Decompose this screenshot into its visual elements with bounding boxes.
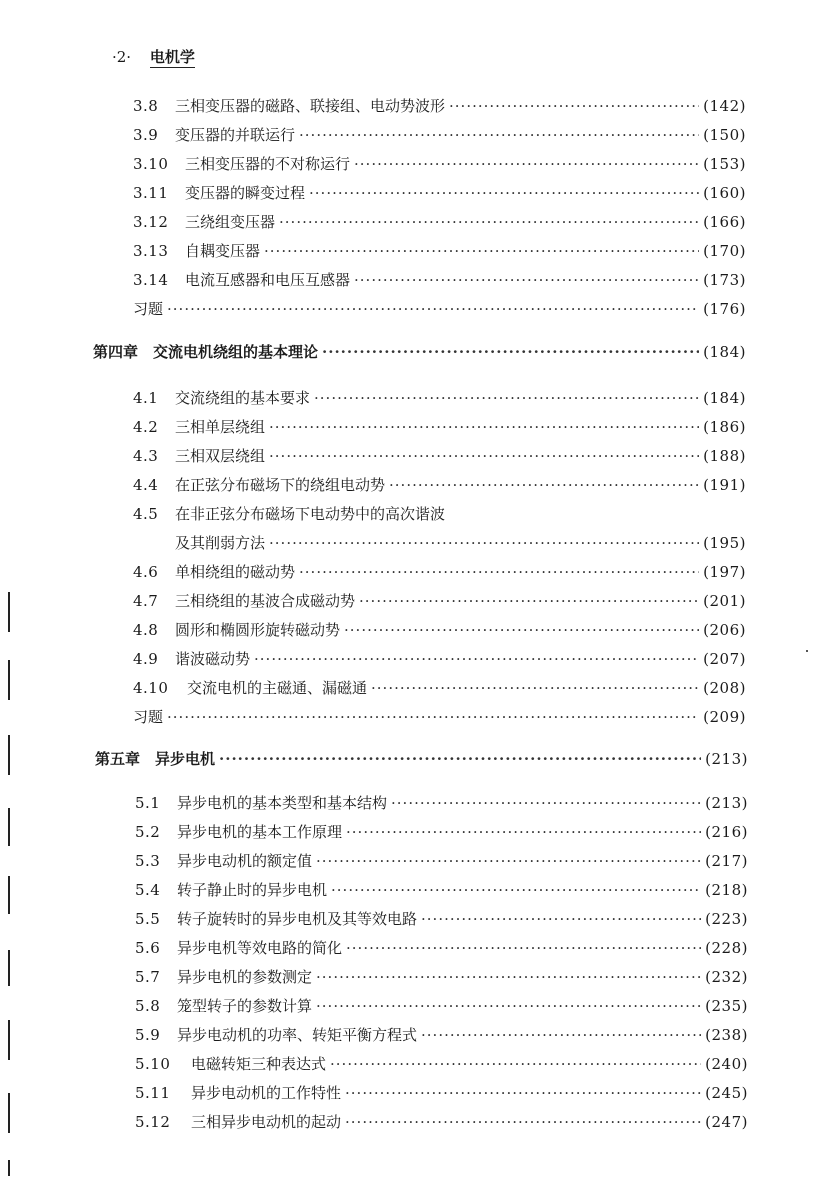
toc-entry (133, 182, 746, 204)
scan-binding-mark (8, 876, 10, 914)
section-title: 异步电机等效电路的简化 (177, 939, 343, 957)
section-title-line2: 及其削弱方法 (175, 534, 266, 552)
scan-binding-mark (8, 592, 10, 632)
page-ref: (176) (703, 300, 746, 318)
page-ref: (191) (703, 476, 746, 494)
toc-entry (133, 387, 746, 409)
section-number: 4.2 (133, 418, 159, 436)
chapter-title: 第五章 异步电机 (95, 750, 216, 768)
toc-entry (135, 850, 748, 872)
section-title: 自耦变压器 (185, 242, 261, 260)
scan-binding-mark (8, 1093, 10, 1133)
page-header (112, 46, 195, 67)
leader-dots (354, 153, 699, 175)
section-title: 异步电动机的功率、转矩平衡方程式 (177, 1026, 418, 1044)
leader-dots (359, 590, 699, 612)
section-number: 3.10 (133, 155, 169, 173)
toc-entry (133, 648, 746, 670)
page-number: ·2· (112, 48, 132, 66)
toc-entry (135, 1053, 748, 1075)
page-ref: (142) (703, 97, 746, 115)
scan-binding-mark (8, 1020, 10, 1060)
section-title: 变压器的瞬变过程 (185, 184, 306, 202)
leader-dots (354, 269, 699, 291)
page-ref: (218) (705, 881, 748, 899)
leader-dots (421, 1024, 701, 1046)
toc-entry (135, 1111, 748, 1133)
toc-entry (133, 619, 746, 641)
page-ref: (166) (703, 213, 746, 231)
section-number: 4.8 (133, 621, 159, 639)
leader-dots (279, 211, 699, 233)
leader-dots (269, 416, 699, 438)
leader-dots (314, 387, 699, 409)
page-ref: (213) (705, 794, 748, 812)
leader-dots (219, 748, 701, 770)
section-number: 3.13 (133, 242, 169, 260)
toc-entry (133, 211, 746, 233)
section-title: 异步电机的参数测定 (177, 968, 313, 986)
section-title: 习题 (133, 708, 164, 726)
toc-chapter (95, 748, 748, 770)
toc-entry (133, 124, 746, 146)
toc-entry (133, 416, 746, 438)
toc-entry (133, 269, 746, 291)
page-ref: (216) (705, 823, 748, 841)
page-ref: (160) (703, 184, 746, 202)
section-title: 三相单层绕组 (175, 418, 266, 436)
section-title: 异步电机的基本类型和基本结构 (177, 794, 388, 812)
toc-entry (135, 966, 748, 988)
leader-dots (309, 182, 699, 204)
section-number: 5.2 (135, 823, 161, 841)
toc-entry (135, 1024, 748, 1046)
section-number: 4.9 (133, 650, 159, 668)
page-ref: (207) (703, 650, 746, 668)
chapter-title: 第四章 交流电机绕组的基本理论 (93, 343, 319, 361)
leader-dots (316, 850, 701, 872)
toc-entry (133, 240, 746, 262)
section-number: 5.10 (135, 1055, 171, 1073)
leader-dots (167, 706, 699, 728)
leader-dots (299, 561, 699, 583)
leader-dots (371, 677, 699, 699)
page-ref: (228) (705, 939, 748, 957)
scan-binding-mark (8, 808, 10, 846)
section-number: 5.3 (135, 852, 161, 870)
toc-entry (135, 879, 748, 901)
section-number: 3.11 (133, 184, 169, 202)
page-ref: (184) (703, 343, 746, 361)
page-ref: (206) (703, 621, 746, 639)
toc-entry (133, 445, 746, 467)
section-title: 在正弦分布磁场下的绕组电动势 (175, 476, 386, 494)
page-ref: (232) (705, 968, 748, 986)
section-title: 三相异步电动机的起动 (191, 1113, 342, 1131)
leader-dots (449, 95, 699, 117)
leader-dots (316, 966, 701, 988)
leader-dots (269, 532, 699, 554)
page-ref: (150) (703, 126, 746, 144)
toc-entry (133, 95, 746, 117)
page-ref: (235) (705, 997, 748, 1015)
page-ref: (195) (703, 534, 746, 552)
toc-entry (133, 561, 746, 583)
section-title: 异步电动机的工作特性 (191, 1084, 342, 1102)
toc-entry (135, 908, 748, 930)
section-title: 习题 (133, 300, 164, 318)
section-number: 5.4 (135, 881, 161, 899)
page-ref: (197) (703, 563, 746, 581)
page-ref: (245) (705, 1084, 748, 1102)
scan-binding-mark (8, 735, 10, 775)
page-ref: (170) (703, 242, 746, 260)
section-title: 电流互感器和电压互感器 (185, 271, 351, 289)
section-title: 电磁转矩三种表达式 (191, 1055, 327, 1073)
section-number: 5.1 (135, 794, 161, 812)
scan-binding-mark (8, 1160, 10, 1176)
toc-entry (135, 1082, 748, 1104)
toc-entry-continued (175, 532, 746, 554)
section-number: 5.12 (135, 1113, 171, 1131)
section-title: 谐波磁动势 (175, 650, 251, 668)
leader-dots (421, 908, 701, 930)
toc-entry-exercises (133, 706, 746, 728)
toc-entry (135, 821, 748, 843)
section-number: 5.6 (135, 939, 161, 957)
leader-dots (344, 619, 699, 641)
section-title: 异步电动机的额定值 (177, 852, 313, 870)
section-number: 3.8 (133, 97, 159, 115)
leader-dots (269, 445, 699, 467)
toc-chapter (93, 341, 746, 363)
section-title: 笼型转子的参数计算 (177, 997, 313, 1015)
leader-dots (316, 995, 701, 1017)
section-number: 5.11 (135, 1084, 171, 1102)
page-ref: (208) (703, 679, 746, 697)
toc-entry (133, 677, 746, 699)
scan-speck (806, 650, 808, 652)
leader-dots (331, 879, 701, 901)
scan-binding-mark (8, 660, 10, 700)
page-ref: (247) (705, 1113, 748, 1131)
toc-entry (135, 995, 748, 1017)
leader-dots (345, 1082, 701, 1104)
leader-dots (254, 648, 699, 670)
leader-dots (330, 1053, 701, 1075)
page-ref: (209) (703, 708, 746, 726)
section-number: 4.1 (133, 389, 159, 407)
section-title: 变压器的并联运行 (175, 126, 296, 144)
section-title: 三相变压器的不对称运行 (185, 155, 351, 173)
section-title: 转子静止时的异步电机 (177, 881, 328, 899)
section-number: 5.5 (135, 910, 161, 928)
leader-dots (346, 821, 701, 843)
section-title: 三相双层绕组 (175, 447, 266, 465)
leader-dots (346, 937, 701, 959)
page-ref: (223) (705, 910, 748, 928)
page-ref: (173) (703, 271, 746, 289)
section-number: 4.5 (133, 505, 159, 523)
page-ref: (153) (703, 155, 746, 173)
page-ref: (238) (705, 1026, 748, 1044)
section-number: 5.8 (135, 997, 161, 1015)
section-number: 3.12 (133, 213, 169, 231)
page-ref: (201) (703, 592, 746, 610)
leader-dots (299, 124, 699, 146)
section-number: 3.9 (133, 126, 159, 144)
toc-entry (133, 474, 746, 496)
leader-dots (167, 298, 699, 320)
leader-dots (391, 792, 701, 814)
toc-entry (133, 503, 746, 525)
section-title: 圆形和椭圆形旋转磁动势 (175, 621, 341, 639)
section-title: 三相绕组的基波合成磁动势 (175, 592, 356, 610)
section-number: 4.4 (133, 476, 159, 494)
section-number: 5.7 (135, 968, 161, 986)
section-title: 异步电机的基本工作原理 (177, 823, 343, 841)
section-number: 5.9 (135, 1026, 161, 1044)
section-title: 单相绕组的磁动势 (175, 563, 296, 581)
toc-entry (133, 590, 746, 612)
book-title: 电机学 (149, 48, 195, 66)
leader-dots (389, 474, 699, 496)
toc-entry (135, 937, 748, 959)
section-number: 4.7 (133, 592, 159, 610)
section-title: 交流电机的主磁通、漏磁通 (187, 679, 368, 697)
section-number: 4.10 (133, 679, 169, 697)
leader-dots (322, 341, 699, 363)
section-title: 交流绕组的基本要求 (175, 389, 311, 407)
section-title: 在非正弦分布磁场下电动势中的高次谐波 (175, 505, 446, 523)
page-ref: (217) (705, 852, 748, 870)
section-title: 三相变压器的磁路、联接组、电动势波形 (175, 97, 446, 115)
page-ref: (213) (705, 750, 748, 768)
page-ref: (184) (703, 389, 746, 407)
page-ref: (186) (703, 418, 746, 436)
leader-dots (345, 1111, 701, 1133)
section-number: 4.6 (133, 563, 159, 581)
toc-entry-exercises (133, 298, 746, 320)
section-title: 三绕组变压器 (185, 213, 276, 231)
section-number: 4.3 (133, 447, 159, 465)
page-ref: (240) (705, 1055, 748, 1073)
section-number: 3.14 (133, 271, 169, 289)
toc-entry (133, 153, 746, 175)
section-title: 转子旋转时的异步电机及其等效电路 (177, 910, 418, 928)
leader-dots (264, 240, 699, 262)
scan-binding-mark (8, 950, 10, 986)
page-ref: (188) (703, 447, 746, 465)
toc-entry (135, 792, 748, 814)
